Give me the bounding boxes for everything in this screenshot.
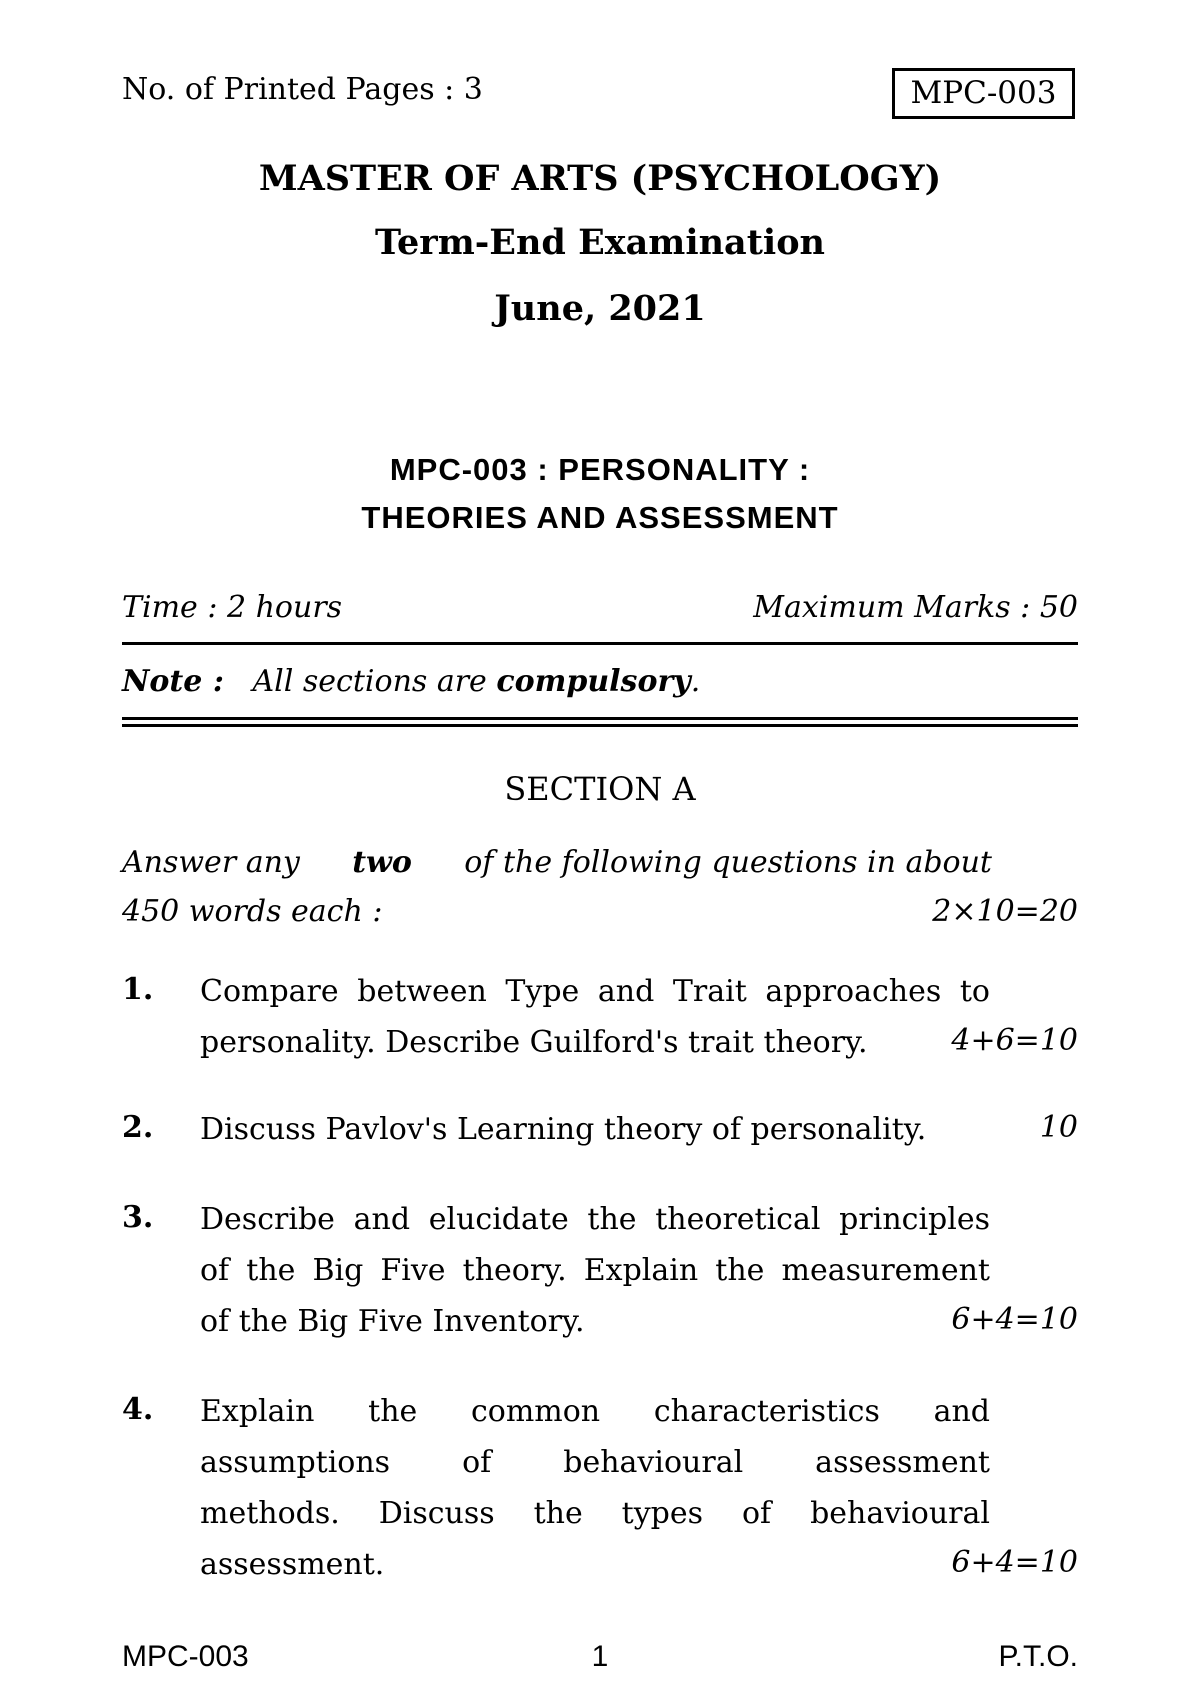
section-instruction-line-1 [122,845,992,880]
question-line: personality. Describe Guilford's trait theory. [200,1025,868,1060]
subject-title-line-1: MPC-003 : PERSONALITY : [389,452,811,487]
question-line: of the Big Five theory. Explain the measurement [200,1253,990,1288]
degree-title: MASTER OF ARTS (PSYCHOLOGY) [258,158,942,199]
question-marks: 6+4=10 [951,1302,1078,1337]
note [122,664,700,699]
paper-code-box: MPC-003 [892,68,1075,119]
question-number: 2. [122,1110,154,1145]
note-emphasis: compulsory [496,664,691,699]
question-number: 4. [122,1392,154,1427]
footer-paper-code: MPC-003 [122,1640,249,1673]
note-label: Note : [122,664,224,699]
question-1-text [200,966,990,1068]
question-marks: 6+4=10 [951,1545,1078,1580]
question-line: Describe and elucidate the theoretical principles [200,1202,990,1237]
section-heading: SECTION A [504,770,696,808]
please-turn-over: P.T.O. [998,1640,1078,1673]
question-marks: 10 [1039,1110,1078,1145]
divider-line [122,642,1078,645]
exam-time: Time : 2 hours [122,590,343,625]
double-divider-bottom [122,724,1078,727]
question-number: 3. [122,1200,154,1235]
exam-date: June, 2021 [494,288,706,329]
question-number: 1. [122,972,154,1007]
question-line: Compare between Type and Trait approaches to [200,974,990,1009]
instruction-start: Answer any [122,845,300,880]
maximum-marks: Maximum Marks : 50 [753,590,1078,625]
instruction-end: of the following questions in about [464,845,992,880]
question-line: assumptions of behavioural assessment [200,1445,990,1480]
note-period: . [690,664,701,699]
question-line: of the Big Five Inventory. [200,1304,585,1339]
section-marks: 2×10=20 [932,894,1078,929]
printed-pages-count: No. of Printed Pages : 3 [122,72,483,107]
exam-name: Term-End Examination [374,222,825,263]
question-line: Explain the common characteristics and [200,1394,990,1429]
note-text: All sections are [252,664,497,699]
question-2-text [200,1104,990,1155]
question-4-text [200,1386,990,1590]
subject-title-line-2: THEORIES AND ASSESSMENT [361,500,839,535]
question-line: methods. Discuss the types of behavioural [200,1496,990,1531]
section-instruction-line-2: 450 words each : [122,894,383,929]
question-line: Discuss Pavlov's Learning theory of personality. [200,1112,927,1147]
double-divider-top [122,717,1078,720]
question-line: assessment. [200,1547,385,1582]
page-number: 1 [591,1640,609,1673]
instruction-emphasis: two [352,845,412,880]
question-marks: 4+6=10 [951,1023,1078,1058]
question-3-text [200,1194,990,1347]
